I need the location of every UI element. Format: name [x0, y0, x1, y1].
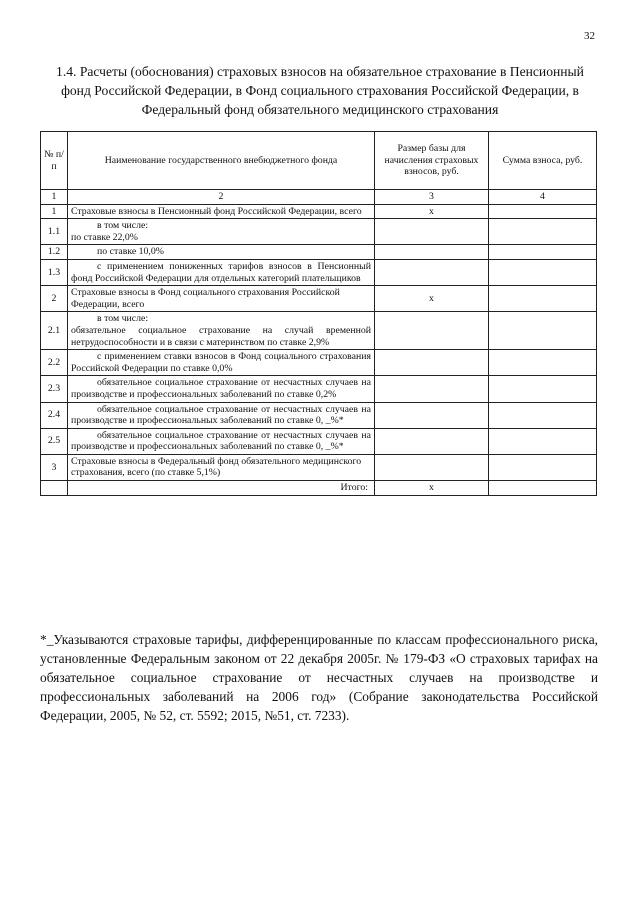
table-body	[41, 204, 597, 480]
row-name: обязательное социальное страхование от несчастных случаев на производстве и профессиональных заболеваний по ставке 0, _%*	[68, 402, 375, 428]
row-base	[375, 376, 489, 402]
row-sum	[489, 428, 597, 454]
row-name: в том числе: по ставке 22,0%	[68, 219, 375, 245]
header-sum: Сумма взноса, руб.	[489, 132, 597, 190]
row-base	[375, 245, 489, 260]
row-base	[375, 219, 489, 245]
row-base	[375, 402, 489, 428]
row-number: 1.1	[41, 219, 68, 245]
col-number: 1	[41, 190, 68, 205]
table-row	[41, 219, 597, 245]
row-number: 3	[41, 454, 68, 480]
row-number: 1.3	[41, 259, 68, 285]
row-sum	[489, 454, 597, 480]
row-sum	[489, 350, 597, 376]
table-row	[41, 204, 597, 219]
table-row	[41, 454, 597, 480]
contributions-table	[40, 131, 597, 496]
row-number: 1	[41, 204, 68, 219]
table-header-row	[41, 132, 597, 190]
row-base	[375, 454, 489, 480]
row-base: x	[375, 204, 489, 219]
row-name: обязательное социальное страхование от несчастных случаев на производстве и профессиональных заболеваний по ставке 0, _%*	[68, 428, 375, 454]
col-number: 2	[68, 190, 375, 205]
row-base	[375, 350, 489, 376]
footnote: *_Указываются страховые тарифы, дифференцированные по классам профессионального риска, установленные Федеральным законом от 22 декабря 2005г. № 179-ФЗ «О страховых тарифах на обязательное социальное страхование от несчастных случаев на производстве и профессиональных заболеваний на 2006 год» (Собрание законодательства Российской Федерации, 2005, № 52, ст. 5592; 2015, №51, ст. 7233).	[40, 632, 598, 723]
row-name: Страховые взносы в Фонд социального страхования Российской Федерации, всего	[68, 286, 375, 312]
row-name: Страховые взносы в Федеральный фонд обязательного медицинского страхования, всего (по ставке 5,1%)	[68, 454, 375, 480]
table-row	[41, 402, 597, 428]
row-number: 2.3	[41, 376, 68, 402]
row-sum	[489, 245, 597, 260]
total-empty-cell	[41, 481, 68, 496]
row-number: 2.5	[41, 428, 68, 454]
header-base: Размер базы для начисления страховых взносов, руб.	[375, 132, 489, 190]
row-sum	[489, 312, 597, 350]
row-base: x	[375, 286, 489, 312]
table-row	[41, 286, 597, 312]
row-sum	[489, 402, 597, 428]
header-name: Наименование государственного внебюджетного фонда	[68, 132, 375, 190]
row-name: по ставке 10,0%	[68, 245, 375, 260]
row-number: 2.2	[41, 350, 68, 376]
row-sum	[489, 376, 597, 402]
total-sum	[489, 481, 597, 496]
col-number: 4	[489, 190, 597, 205]
total-label: Итого:	[68, 481, 375, 496]
section-heading: 1.4. Расчеты (обоснования) страховых взносов на обязательное страхование в Пенсионный фонд Российской Федерации, в Фонд социального страхования Российской Федерации, в Федеральный фонд обязательного медицинского страхования	[56, 64, 584, 117]
table-row	[41, 376, 597, 402]
table-row	[41, 312, 597, 350]
row-number: 2.4	[41, 402, 68, 428]
row-base	[375, 259, 489, 285]
table-row	[41, 259, 597, 285]
row-number: 1.2	[41, 245, 68, 260]
row-name: с применением ставки взносов в Фонд социального страхования Российской Федерации по ставке 0,0%	[68, 350, 375, 376]
row-base	[375, 312, 489, 350]
row-sum	[489, 219, 597, 245]
col-number: 3	[375, 190, 489, 205]
total-row	[41, 481, 597, 496]
table-row	[41, 428, 597, 454]
header-num: № п/п	[41, 132, 68, 190]
table-row	[41, 350, 597, 376]
row-name: в том числе: обязательное социальное страхование на случай временной нетрудоспособности и в связи с материнством по ставке 2,9%	[68, 312, 375, 350]
column-number-row	[41, 190, 597, 205]
row-base	[375, 428, 489, 454]
row-name: с применением пониженных тарифов взносов в Пенсионный фонд Российской Федерации для отдельных категорий плательщиков	[68, 259, 375, 285]
row-sum	[489, 286, 597, 312]
row-number: 2	[41, 286, 68, 312]
contributions-table-wrapper	[40, 131, 596, 496]
row-name: обязательное социальное страхование от несчастных случаев на производстве и профессиональных заболеваний по ставке 0,2%	[68, 376, 375, 402]
row-sum	[489, 204, 597, 219]
total-base: x	[375, 481, 489, 496]
table-row	[41, 245, 597, 260]
row-name: Страховые взносы в Пенсионный фонд Российской Федерации, всего	[68, 204, 375, 219]
row-sum	[489, 259, 597, 285]
page-number: 32	[584, 30, 595, 42]
row-number: 2.1	[41, 312, 68, 350]
